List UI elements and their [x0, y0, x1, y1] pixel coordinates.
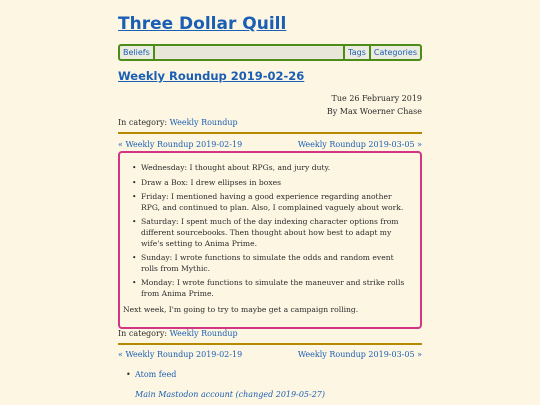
nav-spacer	[155, 47, 343, 58]
roundup-list	[130, 163, 410, 304]
next-post-link[interactable]: Weekly Roundup 2019-03-05 »	[297, 140, 422, 149]
bullet-icon: •	[126, 370, 131, 379]
nav-categories-link[interactable]: Categories	[373, 48, 417, 57]
list-item: • Draw a Box: I drew ellipses in boxes	[130, 178, 410, 189]
list-item: • Monday: I wrote functions to simulate the maneuver and strike rolls from Anima Prime.	[130, 278, 410, 299]
list-item: • Sunday: I wrote functions to simulate the odds and random event rolls from Mythic.	[130, 253, 410, 274]
category-link[interactable]: Weekly Roundup	[169, 329, 238, 338]
post-author: By Max Woerner Chase	[326, 107, 422, 116]
post-date: Tue 26 February 2019	[331, 94, 422, 103]
category-prefix: In category:	[118, 329, 168, 338]
nav-tags-link[interactable]: Tags	[348, 48, 366, 57]
divider-rule	[118, 132, 422, 134]
post-category-top	[118, 118, 238, 127]
list-item: • Friday: I mentioned having a good experience regarding another RPG, and continued to plan. Also, I complained vaguely about work.	[130, 192, 410, 213]
top-nav-bar	[118, 44, 422, 61]
prev-post-link[interactable]: « Weekly Roundup 2019-02-19	[118, 350, 243, 359]
nav-beliefs-link[interactable]: Beliefs	[123, 48, 150, 57]
category-link[interactable]: Weekly Roundup	[169, 118, 238, 127]
next-post-link[interactable]: Weekly Roundup 2019-03-05 »	[297, 350, 422, 359]
category-prefix: In category:	[118, 118, 168, 127]
closing-paragraph: Next week, I'm going to try to maybe get a campaign rolling.	[123, 305, 359, 314]
post-title-link[interactable]: Weekly Roundup 2019-02-26	[118, 69, 305, 83]
list-item: • Saturday: I spent much of the day indexing character options from different sourcebooks. Then thought about how best to adapt my wife's setting to Anima Prime.	[130, 217, 410, 249]
prev-post-link[interactable]: « Weekly Roundup 2019-02-19	[118, 140, 243, 149]
site-title-link[interactable]: Three Dollar Quill	[118, 14, 287, 34]
divider-rule	[118, 343, 422, 345]
post-category-bottom	[118, 329, 238, 338]
mastodon-account-link[interactable]: Main Mastodon account (changed 2019-05-27)	[135, 390, 325, 399]
post-content	[118, 151, 422, 329]
atom-feed-link[interactable]: Atom feed	[135, 370, 177, 379]
list-item: • Wednesday: I thought about RPGs, and jury duty.	[130, 163, 410, 174]
